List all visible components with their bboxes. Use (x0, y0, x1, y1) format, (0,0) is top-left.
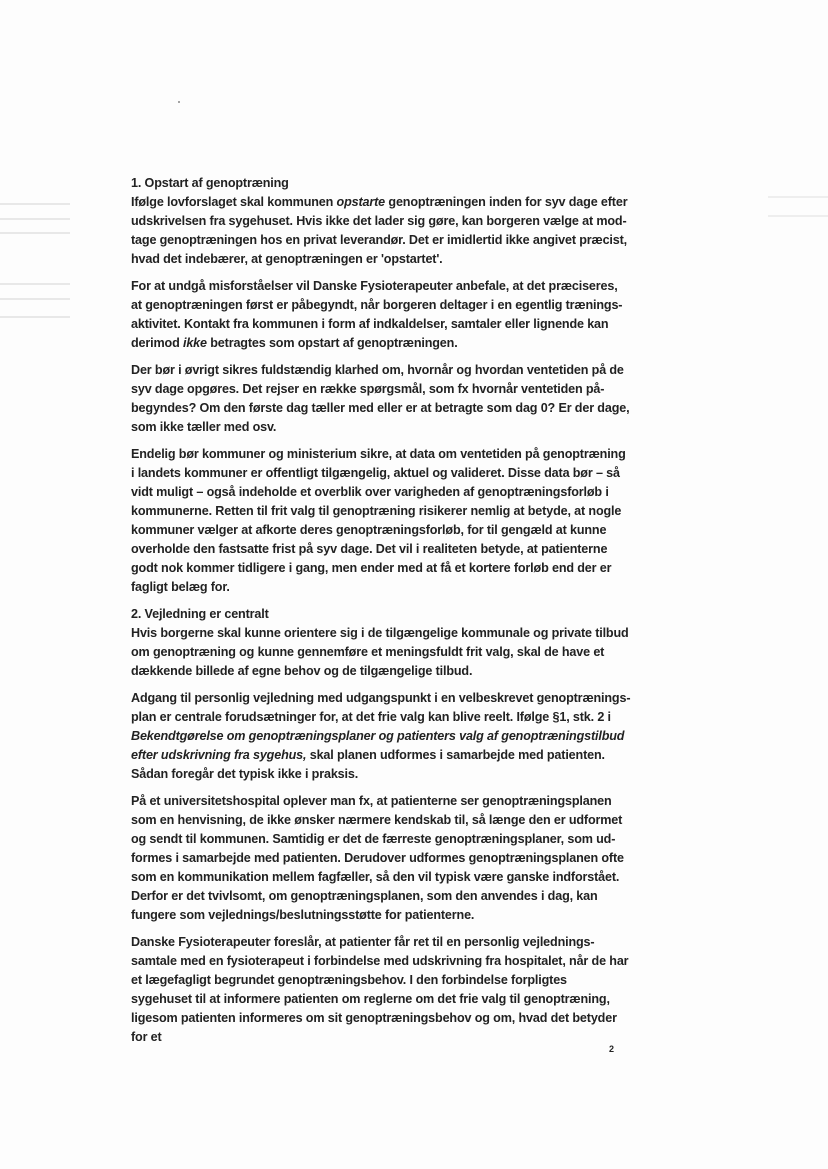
paragraph-text: Hvis borgerne skal kunne orientere sig i de tilgængelige kommunale og private tilbud om genoptræning og kunne gennemføre et meningsfuldt frit valg, skal de have et dækkende billede af egne behov og de tilgængelige tilbud. (131, 626, 629, 678)
scan-artifact (0, 316, 70, 318)
page-number: 2 (609, 1044, 615, 1054)
paragraph-text: Adgang til personlig vejledning med udgangspunkt i en velbeskrevet genoptrænings-plan er centrale forudsætninger for, at det frie valg kan blive reelt. Ifølge §1, stk. 2 i (131, 691, 631, 724)
paragraph (131, 792, 631, 925)
scan-artifact (0, 203, 70, 205)
scan-artifact (0, 298, 70, 300)
paragraph (131, 933, 631, 1047)
section-heading: 1. Opstart af genoptræning (131, 176, 289, 190)
scan-artifact (768, 215, 828, 217)
scan-artifact (0, 218, 70, 220)
paragraph-text: For at undgå misforståelser vil Danske Fysioterapeuter anbefale, at det præciseres, at genoptræningen først er påbegyndt, når borgeren deltager i en egentlig trænings-aktivitet. Kontakt fra kommunen i form af indkaldelser, samtaler eller lignende kan derimod (131, 279, 623, 350)
scan-artifact (0, 232, 70, 234)
document-body (131, 174, 631, 1055)
paragraph (131, 624, 631, 681)
section-heading: 2. Vejledning er centralt (131, 607, 269, 621)
paragraph-text: skal planen udformes i samarbejde med patienten. Sådan foregår det typisk ikke i praksis. (131, 748, 605, 781)
scan-speck (178, 101, 180, 103)
scan-artifact (768, 196, 828, 198)
paragraph (131, 689, 631, 784)
paragraph (131, 277, 631, 353)
emphasis-text: opstarte (336, 195, 386, 209)
paragraph-text: Ifølge lovforslaget skal kommunen (131, 195, 337, 209)
paragraph-text: betragtes som opstart af genoptræningen. (206, 336, 458, 350)
scan-artifact (0, 283, 70, 285)
paragraph (131, 193, 631, 269)
paragraph-text: genoptræningen inden for syv dage efter udskrivelsen fra sygehuset. Hvis ikke det lader sig gøre, kan borgeren vælge at mod-tage genoptræningen hos en privat leverandør. Det er imidlertid ikke angivet præcist, hvad det indebærer, at genoptræningen er 'opstartet'. (131, 195, 628, 266)
paragraph-text: Der bør i øvrigt sikres fuldstændig klarhed om, hvornår og hvordan ventetiden på de syv dage opgøres. Det rejser en række spørgsmål, som fx hvornår ventetiden på-begyndes? Om den første dag tæller med eller er at betragte som dag 0? Er der dage, som ikke tæller med osv. (131, 363, 630, 434)
emphasis-text: Bekendtgørelse om genoptræningsplaner og patienters valg af genoptræningstilbud efter udskrivning fra sygehus, (131, 729, 625, 762)
paragraph-text: Danske Fysioterapeuter foreslår, at patienter får ret til en personlig vejlednings-samtale med en fysioterapeut i forbindelse med udskrivning fra hospitalet, når de har et lægefagligt begrundet genoptræningsbehov. I den forbindelse forpligtes sygehuset til at informere patienten om reglerne om det frie valg til genoptræning, ligesom patienten informeres om sit genoptræningsbehov og om, hvad det betyder for et (131, 935, 629, 1044)
paragraph (131, 445, 631, 597)
paragraph (131, 361, 631, 437)
emphasis-text: ikke (182, 336, 207, 350)
paragraph-text: På et universitetshospital oplever man fx, at patienterne ser genoptræningsplanen som en henvisning, de ikke ønsker nærmere kendskab til, så længe den er udformet og sendt til kommunen. Samtidig er det de færreste genoptræningsplaner, som ud-formes i samarbejde med patienten. Derudover udformes genoptræningsplanen ofte som en kommunikation mellem fagfæller, så den vil typisk være ganske indforstået. Derfor er det tvivlsomt, om genoptræningsplanen, som den anvendes i dag, kan fungere som vejlednings/beslutningsstøtte for patienterne. (131, 794, 624, 922)
paragraph-text: Endelig bør kommuner og ministerium sikre, at data om ventetiden på genoptræning i landets kommuner er offentligt tilgængelig, aktuel og valideret. Disse data bør – så vidt muligt – også indeholde et overblik over varigheden af genoptræningsforløb i kommunerne. Retten til frit valg til genoptræning risikerer nemlig at betyde, at nogle kommuner vælger at afkorte deres genoptræningsforløb, for til gengæld at kunne overholde den fastsatte frist på syv dage. Det vil i realiteten betyde, at patienterne godt nok kommer tidligere i gang, men ender med at få et kortere forløb end der er fagligt belæg for. (131, 447, 626, 594)
